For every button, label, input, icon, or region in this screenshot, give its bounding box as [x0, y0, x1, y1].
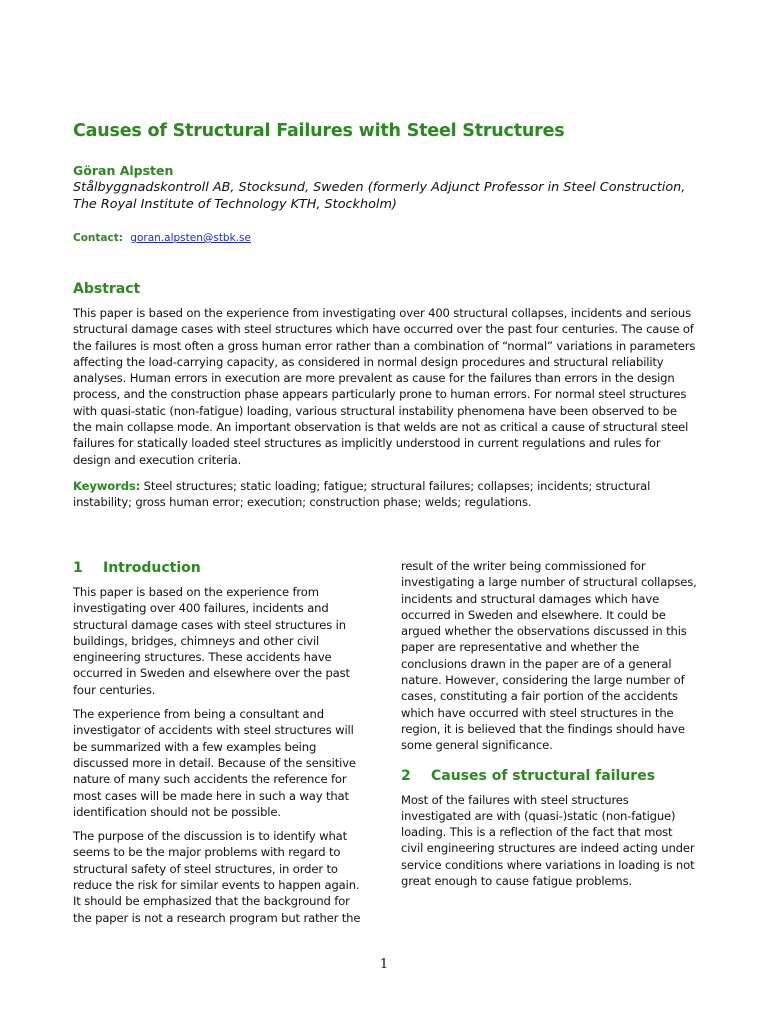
contact-email-link[interactable]: goran.alpsten@stbk.se	[130, 232, 251, 244]
section-title: Causes of structural failures	[431, 767, 656, 784]
paragraph: The purpose of the discussion is to identify what seems to be the major problems with regard to structural safety of steel structures, in order to reduce the risk for similar events to happen again. It should be emphasized that the background for the paper is not a research program but rather the	[73, 829, 361, 925]
paper-title: Causes of Structural Failures with Steel Structures	[73, 121, 565, 141]
paragraph: Most of the failures with steel structures investigated are with (quasi-)static (non-fatigue) loading. This is a reflection of the fact that most civil engineering structures are indeed acting under service conditions where variations in loading is not great enough to cause fatigue problems.	[401, 792, 695, 889]
section-heading-introduction	[73, 560, 365, 576]
left-column	[73, 560, 365, 934]
abstract-heading: Abstract	[73, 281, 141, 297]
author-affiliation	[73, 179, 713, 213]
author-name: Göran Alpsten	[73, 163, 174, 178]
paragraph: The experience from being a consultant and investigator of accidents with steel structures will be summarized with a few examples being discussed more in detail. Because of the sensitive nature of many such accidents the reference for most cases will be made here in such a way that identification should not be possible.	[73, 707, 356, 819]
section-title: Introduction	[103, 560, 201, 576]
section-number: 2	[401, 767, 411, 784]
contact-line	[73, 232, 251, 244]
section-number: 1	[73, 560, 83, 576]
right-column	[401, 558, 697, 897]
paragraph-continuation: result of the writer being commissioned for investigating a large number of structural collapses, incidents and structural damages which have occurred in Sweden and elsewhere. It could be argued whether the observations discussed in this paper are representative and whether the conclusions drawn in the paper are of a general nature. However, considering the large number of cases, constituting a fair portion of the accidents which have occurred with steel structures in the region, it is believed that the findings should have some general significance.	[401, 559, 697, 753]
section-heading-causes	[401, 768, 697, 784]
contact-label: Contact:	[73, 232, 123, 244]
abstract-text: This paper is based on the experience from investigating over 400 structural collapses, incidents and serious structural damage cases with steel structures which have occurred over the past four centuries. The cause of the failures is most often a gross human error rather than a combination of “normal” variations in parameters affecting the load-carrying capacity, as considered in normal design procedures and structural reliability analyses. Human errors in execution are more prevalent as cause for the failures than errors in the design process, and the construction phase appears particularly prone to human errors. For normal steel structures with quasi-static (non-fatigue) loading, various structural instability phenomena have been observed to be the main collapse mode. An important observation is that welds are not as critical a cause of structural steel failures for statically loaded steel structures as implicitly understood in current regulations and rules for design and execution criteria.	[73, 306, 696, 467]
keywords-text: Steel structures; static loading; fatigue; structural failures; collapses; incidents; structural instability; gross human error; execution; construction phase; welds; regulations.	[73, 479, 651, 510]
paragraph: This paper is based on the experience from investigating over 400 failures, incidents and structural damage cases with steel structures in buildings, bridges, chimneys and other civil engineering structures. These accidents have occurred in Sweden and elsewhere over the past four centuries.	[73, 585, 350, 697]
affiliation-line: The Royal Institute of Technology KTH, Stockholm)	[73, 197, 397, 212]
keywords	[73, 478, 698, 511]
page-number: 1	[379, 957, 389, 972]
keywords-label: Keywords:	[73, 479, 141, 493]
affiliation-line: Stålbyggnadskontroll AB, Stocksund, Sweden (formerly Adjunct Professor in Steel Construction,	[73, 180, 686, 195]
